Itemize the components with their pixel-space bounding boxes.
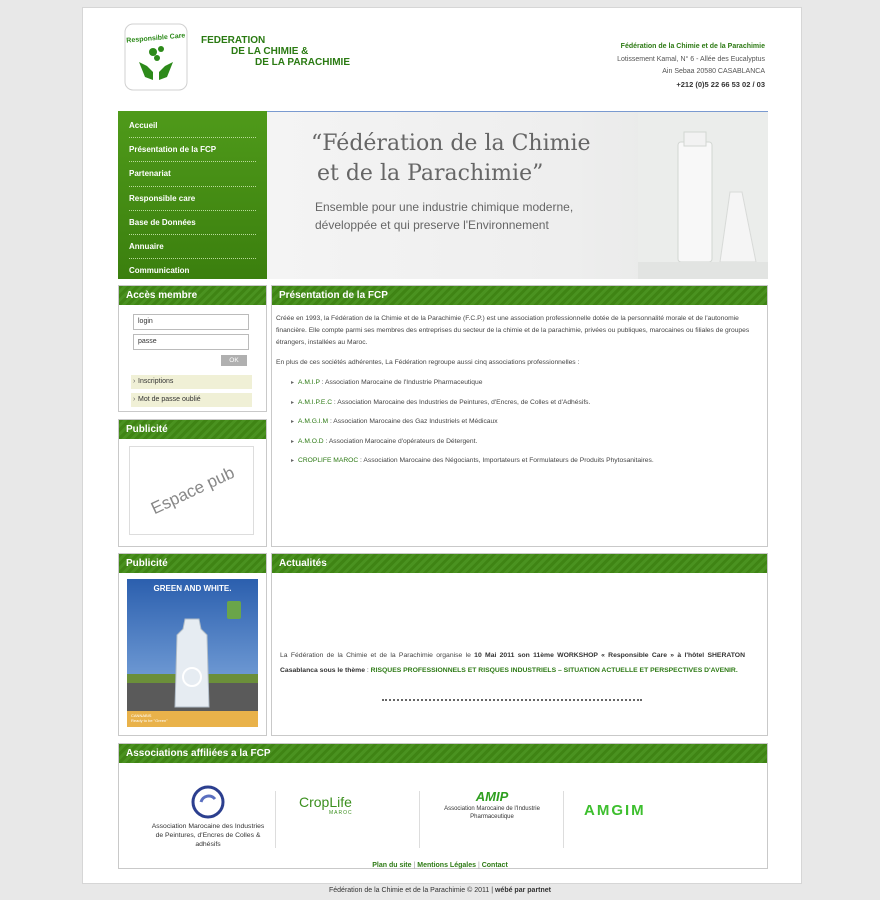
presentation-title: Présentation de la FCP	[272, 286, 767, 305]
partner-divider	[419, 791, 420, 848]
partner-divider	[275, 791, 276, 848]
menu-item-communication[interactable]: Communication	[129, 266, 190, 276]
address-phone: +212 (0)5 22 66 53 02 / 03	[676, 79, 765, 89]
association-desc: : Association Marocaine des Gaz Industriels et Médicaux	[328, 418, 498, 425]
banner-title-line-2: et de la Parachimie”	[317, 161, 544, 186]
legal-notice-link[interactable]: Mentions Légales	[417, 862, 476, 869]
menu-item-presentation[interactable]: Présentation de la FCP	[129, 138, 256, 162]
news-text-b: 10 Mai 2011 son 11ème WORKSHOP « Responsible Care » à l'hôtel SHERATON Casablanca sous le thème	[280, 652, 745, 674]
association-desc: : Association Marocaine d'opérateurs de Détergent.	[323, 437, 478, 445]
association-code: CROPLIFE MAROC	[298, 457, 359, 464]
footer-links	[0, 862, 880, 869]
amipec-logo-icon	[189, 785, 227, 819]
list-item	[292, 397, 763, 417]
page-container	[82, 7, 802, 884]
banner-subtitle-line-2: développée et qui preserve l'Environnement	[315, 218, 549, 232]
ad-caption-line-2: Ready to be "Green"	[131, 718, 168, 723]
croplife-name: CropLife	[299, 794, 352, 810]
footer-separator: |	[413, 862, 416, 869]
news-text-a: La Fédération de la Chimie et de la Parachimie organise le	[280, 652, 475, 659]
news-box	[271, 553, 768, 736]
amip-logo: AMIP	[475, 789, 509, 804]
contact-address	[617, 41, 765, 91]
menu-item-base-de-donnees[interactable]: Base de Données	[129, 211, 256, 235]
presentation-paragraph-2: En plus de ces sociétés adhérentes, La Fédération regroupe aussi cinq associations professionnelles :	[276, 359, 580, 366]
glassware-illustration	[638, 112, 768, 279]
association-code: A.M.I.P.E.C	[298, 398, 333, 406]
menu-item-partenariat[interactable]: Partenariat	[129, 162, 256, 186]
association-code: A.M.O.D	[298, 437, 324, 445]
inscriptions-link[interactable]: › Inscriptions	[131, 375, 252, 389]
partner-divider	[563, 791, 564, 848]
contact-link[interactable]: Contact	[481, 862, 508, 869]
green-and-white-ad[interactable]	[127, 579, 258, 727]
address-name: Fédération de la Chimie et de la Parachimie	[620, 43, 765, 50]
copyright-text: Fédération de la Chimie et de la Parachimie © 2011 |	[328, 887, 495, 894]
advert-title-2: Publicité	[119, 554, 266, 573]
news-divider	[382, 699, 642, 701]
partner-amgim[interactable]	[584, 802, 646, 819]
association-desc: : Association Marocaine des Négociants, Importateurs et Formulateurs de Produits Phytosanitaires.	[358, 457, 654, 464]
banner-subtitle-line-1: Ensemble pour une industrie chimique moderne,	[315, 200, 574, 214]
list-item	[292, 455, 763, 475]
association-desc: : Association Marocaine des Industries de Peintures, d'Encres, de Colles et d'Adhésifs.	[332, 398, 591, 406]
ad-space-label: Espace pub	[147, 462, 238, 519]
copyright	[0, 887, 880, 894]
footer-separator: |	[477, 862, 480, 869]
brand-line-1: FEDERATION	[201, 35, 266, 46]
partners-title: Associations affiliées a la FCP	[119, 744, 767, 763]
croplife-sub: MAROC	[329, 810, 353, 816]
menu-item-annuaire[interactable]: Annuaire	[129, 235, 256, 259]
presentation-box	[271, 285, 768, 547]
forgot-password-link[interactable]: › Mot de passe oublié	[131, 393, 252, 407]
amgim-logo: AMGIM	[584, 802, 646, 819]
banner-subtitle	[315, 198, 573, 234]
presentation-paragraph-1: Créée en 1993, la Fédération de la Chimie et de la Parachimie (F.C.P.) est une association professionnelle dotée de la personnalité morale et de l'autonomie financière. Elle compte parmi ses membres des entreprises du secteur de la chimie et de la parachimie, privées ou publiques, marocaines ou filiales de groupes étrangers, installées au Maroc.	[276, 315, 750, 346]
brand-title	[201, 35, 350, 68]
brand-line-2: DE LA CHIMIE &	[231, 46, 309, 57]
ad-caption-line-1: CANNABIS	[131, 713, 152, 718]
news-theme: RISQUES PROFESSIONNELS ET RISQUES INDUSTRIELS – SITUATION ACTUELLE ET PERSPECTIVES D'AVENIR.	[370, 667, 738, 674]
association-desc: : Association Marocaine de l'Industrie Pharmaceutique	[319, 379, 483, 386]
address-line-2: Ain Sebaa 20580 CASABLANCA	[662, 68, 765, 75]
ad-caption	[131, 713, 168, 723]
advert-box-1	[118, 419, 267, 547]
news-title: Actualités	[272, 554, 767, 573]
password-input[interactable]: passe	[133, 334, 249, 350]
advert-box-2	[118, 553, 267, 736]
ad-headline: GREEN AND WHITE.	[153, 584, 232, 593]
ok-button[interactable]: OK	[221, 355, 247, 366]
partner-amip[interactable]	[441, 789, 543, 821]
menu-item-responsible-care[interactable]: Responsible care	[129, 187, 256, 211]
news-text-c: :	[365, 667, 371, 674]
login-input[interactable]: login	[133, 314, 249, 330]
member-access-title: Accès membre	[119, 286, 266, 305]
ad-space-placeholder[interactable]	[129, 446, 254, 535]
responsible-care-logo[interactable]	[123, 22, 189, 92]
list-item	[292, 436, 763, 456]
brand-line-3: DE LA PARACHIMIE	[255, 57, 350, 68]
advert-title-1: Publicité	[119, 420, 266, 439]
site-map-link[interactable]: Plan du site	[372, 862, 412, 869]
address-line-1: Lotissement Kamal, N° 6 - Allée des Eucalyptus	[617, 55, 765, 63]
news-text	[280, 648, 745, 678]
partner-croplife[interactable]	[299, 794, 353, 816]
list-item	[292, 416, 763, 436]
associations-list	[276, 377, 763, 475]
partners-box	[118, 743, 768, 869]
amip-text: Association Marocaine de l'Industrie Pharmaceutique	[444, 806, 540, 820]
banner-title-line-1: “Fédération de la Chimie	[311, 131, 591, 156]
member-access-box	[118, 285, 267, 412]
hero-banner	[267, 111, 768, 279]
credit-link[interactable]: wébé par partnet	[494, 887, 551, 894]
menu-item-accueil[interactable]: Accueil	[129, 114, 256, 138]
list-item	[292, 377, 763, 397]
presentation-content	[272, 305, 767, 475]
main-menu	[118, 111, 267, 279]
association-code: A.M.I.P	[298, 379, 320, 386]
partner-amipec[interactable]	[149, 785, 267, 849]
association-code: A.M.G.I.M	[298, 418, 329, 425]
svg-text:Responsible Care: Responsible Care	[126, 32, 186, 45]
amipec-text: Association Marocaine des Industries de Peintures, d'Encres de Colles & adhésifs	[151, 823, 265, 848]
